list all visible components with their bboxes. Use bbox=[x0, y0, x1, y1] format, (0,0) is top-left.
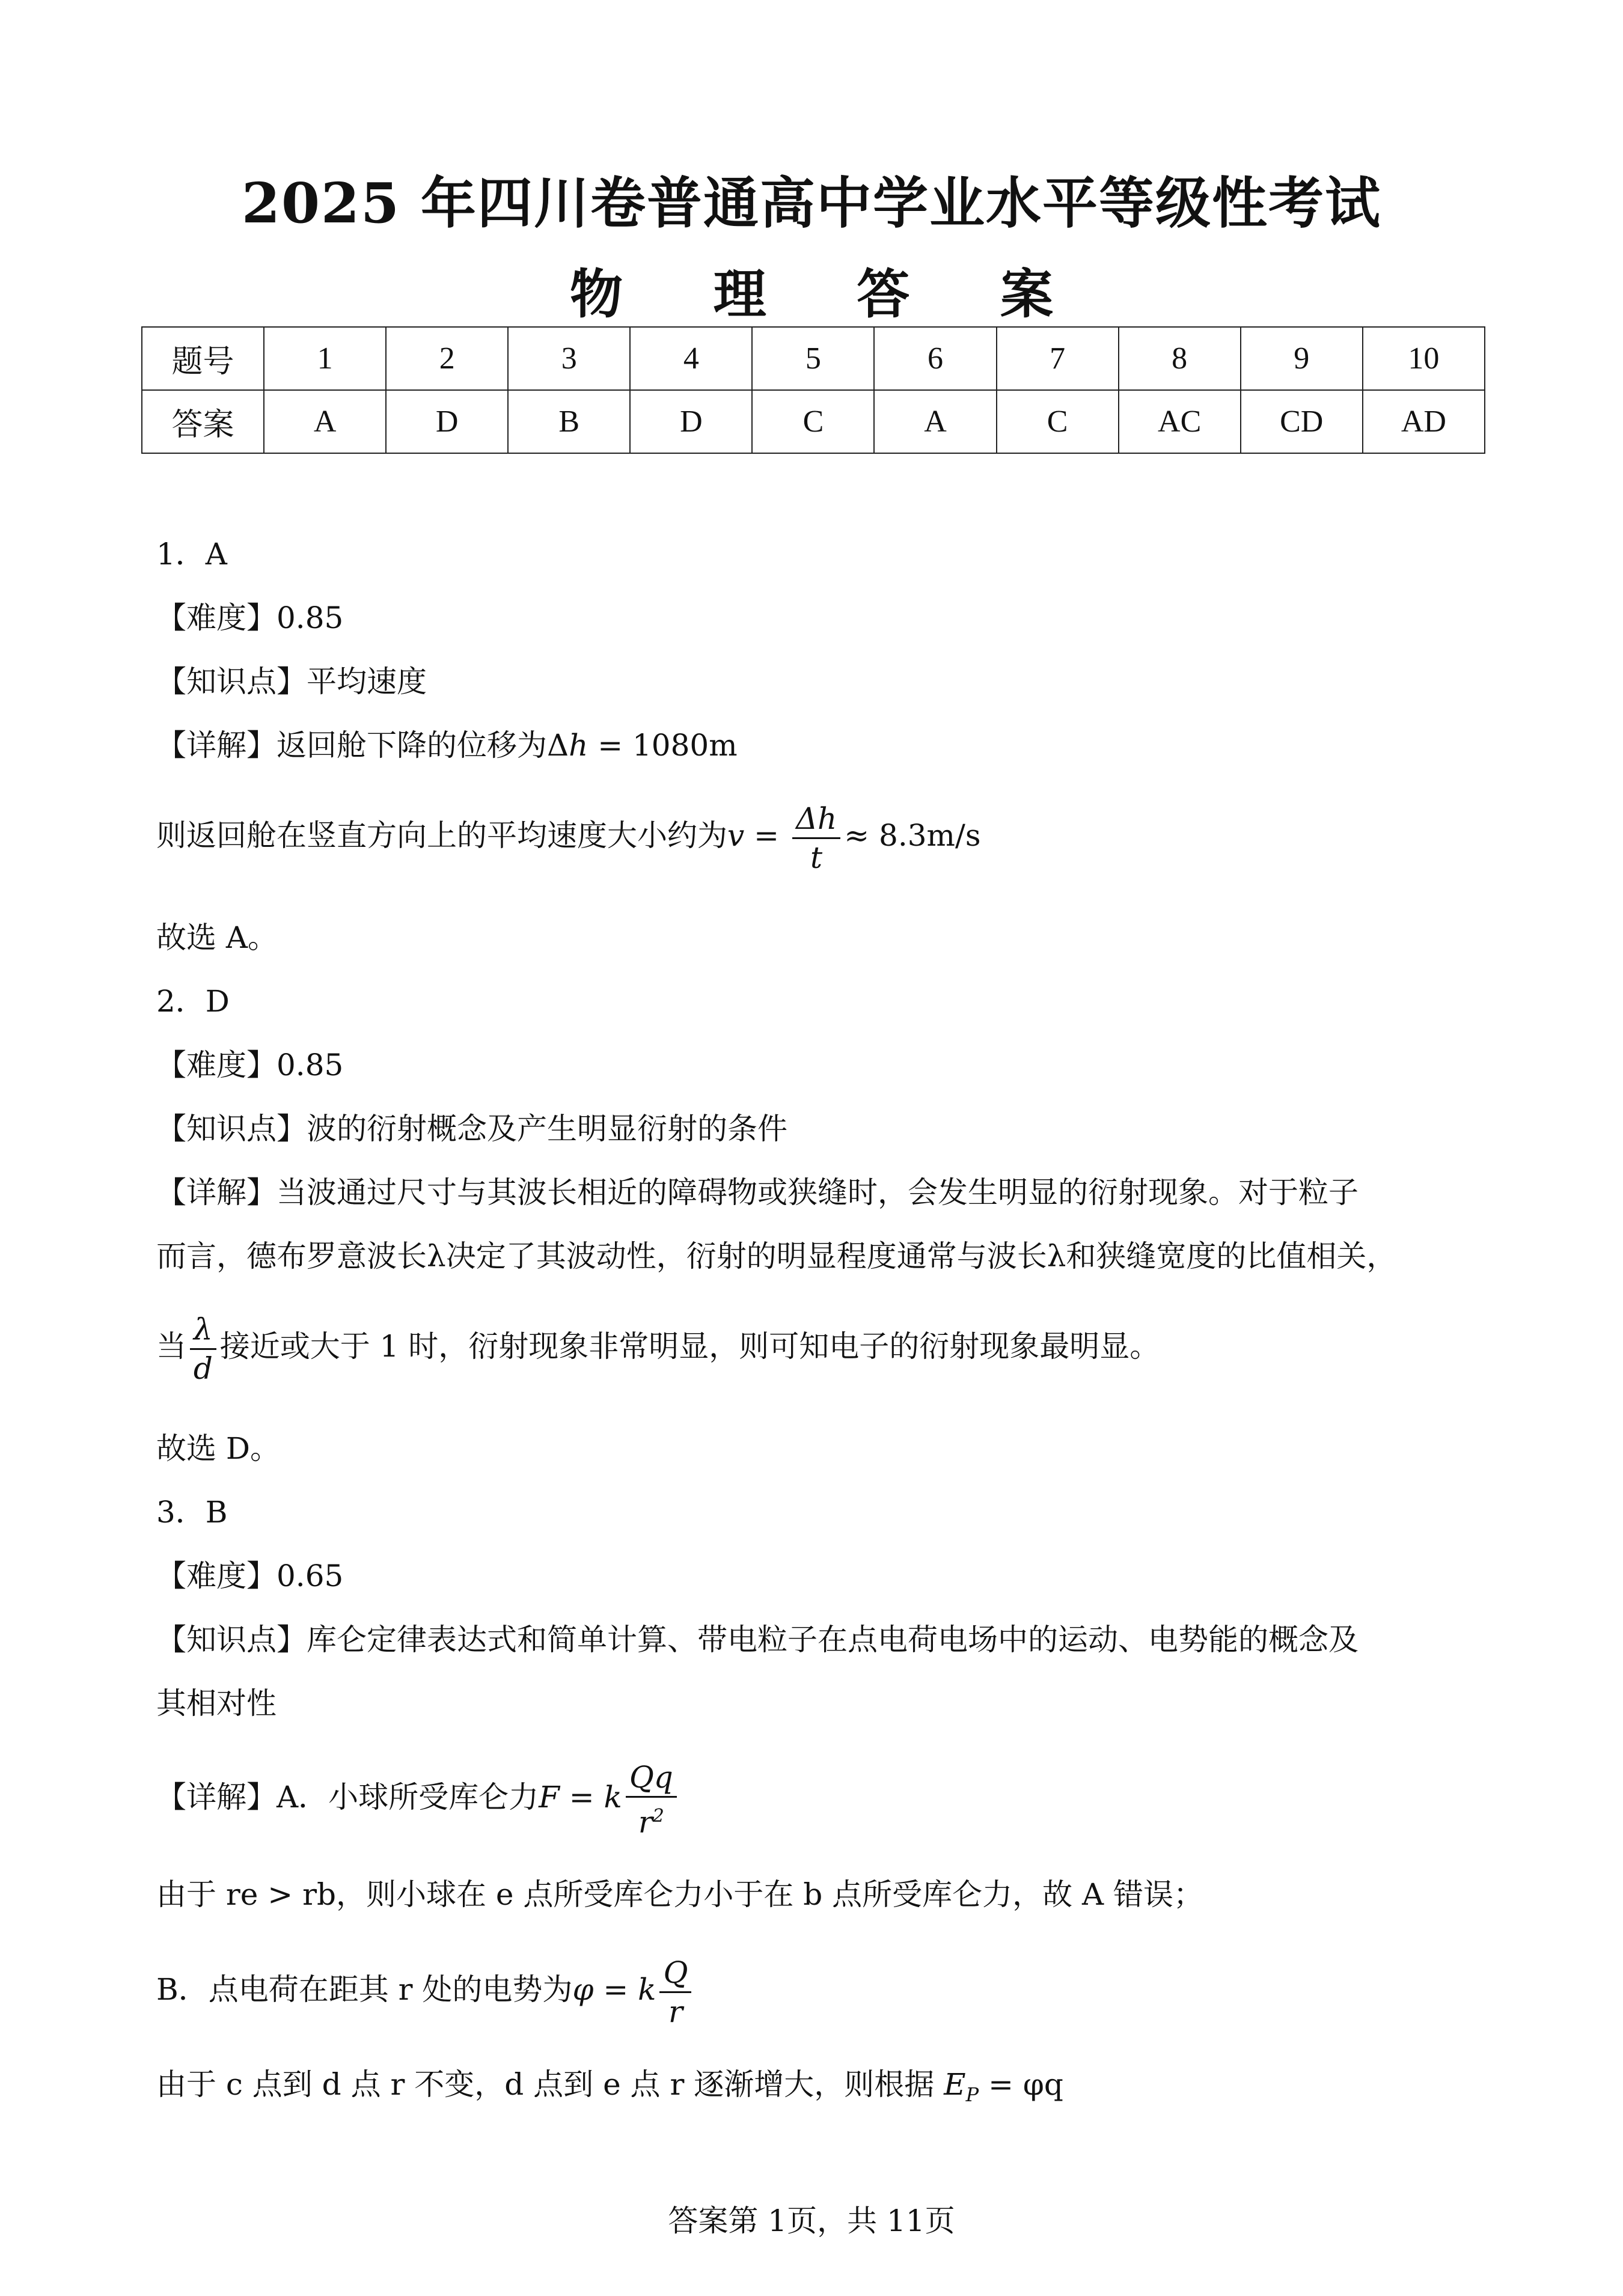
q2-fraction-denominator: d bbox=[193, 1351, 213, 1386]
question-number-cell: 4 bbox=[630, 327, 752, 390]
q2-detail-line3 bbox=[156, 1307, 1160, 1387]
q3-coulomb-denominator bbox=[626, 1798, 677, 1841]
q3-coulomb-fraction bbox=[626, 1759, 677, 1841]
q2-heading: 2．D bbox=[156, 984, 230, 1019]
q2-fraction-numerator: λ bbox=[190, 1311, 216, 1350]
q3-b1-text: B．点电荷在距其 r 处的电势为 bbox=[156, 1972, 573, 2007]
q3-F: F bbox=[539, 1780, 560, 1815]
q3-heading: 3．B bbox=[156, 1495, 228, 1530]
q3-equals: = bbox=[559, 1780, 604, 1815]
answer-cell: CD bbox=[1241, 390, 1363, 453]
q3-detail-a bbox=[156, 1758, 680, 1840]
q1-fraction bbox=[792, 800, 840, 876]
page-footer: 答案第 1页，共 11页 bbox=[668, 2203, 955, 2238]
q1-knowledge: 【知识点】平均速度 bbox=[156, 664, 427, 699]
q2-difficulty: 【难度】0.85 bbox=[156, 1048, 344, 1082]
question-number-cell: 10 bbox=[1363, 327, 1485, 390]
answer-cell: A bbox=[874, 390, 996, 453]
answer-cell: A bbox=[264, 390, 386, 453]
q3-knowledge-line1: 【知识点】库仑定律表达式和简单计算、带电粒子在点电荷电场中的运动、电势能的概念及 bbox=[156, 1622, 1359, 1657]
q1-fraction-denominator: t bbox=[810, 840, 823, 875]
q3-potential-denominator: r bbox=[668, 1994, 683, 2029]
q2-line3-prefix: 当 bbox=[156, 1329, 186, 1364]
question-number-cell: 8 bbox=[1119, 327, 1241, 390]
q1-conclusion: 故选 A。 bbox=[156, 920, 278, 955]
q1-delta: Δ bbox=[547, 728, 569, 763]
q3-detail-b1 bbox=[156, 1950, 695, 2030]
q2-knowledge: 【知识点】波的衍射概念及产生明显衍射的条件 bbox=[156, 1111, 787, 1146]
answer-cell: D bbox=[386, 390, 508, 453]
answer-cell: C bbox=[752, 390, 874, 453]
question-number-cell: 7 bbox=[997, 327, 1119, 390]
q1-difficulty: 【难度】0.85 bbox=[156, 600, 344, 635]
q2-conclusion: 故选 D。 bbox=[156, 1431, 280, 1466]
answer-cell: AC bbox=[1119, 390, 1241, 453]
q3-coulomb-numerator: Qq bbox=[626, 1759, 677, 1798]
q3-b1-equals: = bbox=[593, 1972, 638, 2007]
question-number-cell: 3 bbox=[508, 327, 630, 390]
q3-E-subscript: P bbox=[965, 2083, 979, 2106]
table-header-cell: 题号 bbox=[142, 327, 264, 390]
q2-fraction bbox=[190, 1311, 216, 1387]
table-header-cell: 答案 bbox=[142, 390, 264, 453]
q1-detail-text: 【详解】返回舱下降的位移为 bbox=[156, 728, 547, 763]
answer-cell: C bbox=[997, 390, 1119, 453]
q3-r: r bbox=[638, 1804, 653, 1840]
q2-line3-text: 接近或大于 1 时，衍射现象非常明显，则可知电子的衍射现象最明显。 bbox=[219, 1329, 1160, 1364]
question-number-cell: 6 bbox=[874, 327, 996, 390]
q3-potential-numerator: Q bbox=[659, 1954, 691, 1993]
q3-knowledge-line2: 其相对性 bbox=[156, 1686, 277, 1721]
answer-cell: D bbox=[630, 390, 752, 453]
q2-detail-line1: 【详解】当波通过尺寸与其波长相近的障碍物或狭缝时，会发生明显的衍射现象。对于粒子 bbox=[156, 1175, 1359, 1210]
q3-b2-text: 由于 c 点到 d 点 r 不变，d 点到 e 点 r 逐渐增大，则根据 bbox=[156, 2067, 944, 2102]
q1-h: h bbox=[569, 728, 588, 763]
answer-table bbox=[141, 326, 1485, 454]
q1-displacement-value: = 1080m bbox=[588, 728, 738, 763]
q3-phi: φ bbox=[572, 1972, 594, 2007]
answer-cell: AD bbox=[1363, 390, 1485, 453]
q3-k: k bbox=[604, 1780, 622, 1815]
q1-v: v bbox=[727, 818, 745, 853]
question-number-cell: 2 bbox=[386, 327, 508, 390]
document-subtitle: 物 理 答 案 bbox=[570, 263, 1089, 325]
q3-E: E bbox=[944, 2067, 966, 2102]
q1-velocity-result: ≈ 8.3m/s bbox=[844, 818, 981, 853]
q3-difficulty: 【难度】0.65 bbox=[156, 1559, 344, 1593]
q3-r-exponent: 2 bbox=[652, 1805, 664, 1827]
q3-b1-k: k bbox=[638, 1972, 656, 2007]
q1-velocity-text: 则返回舱在竖直方向上的平均速度大小约为 bbox=[156, 818, 727, 853]
q1-heading: 1．A bbox=[156, 537, 227, 572]
q1-detail bbox=[156, 727, 738, 763]
q3-potential-fraction bbox=[659, 1954, 691, 2030]
q3-detail-a2: 由于 re > rb，则小球在 e 点所受库仑力小于在 b 点所受库仑力，故 A 错误； bbox=[156, 1877, 1204, 1912]
answer-cell: B bbox=[508, 390, 630, 453]
answer-table-number-row bbox=[142, 327, 1485, 390]
q3-detail-b2 bbox=[156, 2066, 1063, 2113]
q1-equals: = bbox=[744, 818, 789, 853]
q2-detail-line2: 而言，德布罗意波长λ决定了其波动性，衍射的明显程度通常与波长λ和狭缝宽度的比值相关， bbox=[156, 1239, 1397, 1274]
answer-table-answer-row bbox=[142, 390, 1485, 453]
question-number-cell: 9 bbox=[1241, 327, 1363, 390]
question-number-cell: 1 bbox=[264, 327, 386, 390]
q1-velocity-line bbox=[156, 796, 980, 876]
q3-detail-a-text: 【详解】A．小球所受库仑力 bbox=[156, 1780, 539, 1815]
q3-b2-rest: = φq bbox=[979, 2067, 1063, 2102]
q1-fraction-numerator: Δh bbox=[792, 800, 840, 839]
question-number-cell: 5 bbox=[752, 327, 874, 390]
document-title: 2025 年四川卷普通高中学业水平等级性考试 bbox=[241, 171, 1382, 236]
